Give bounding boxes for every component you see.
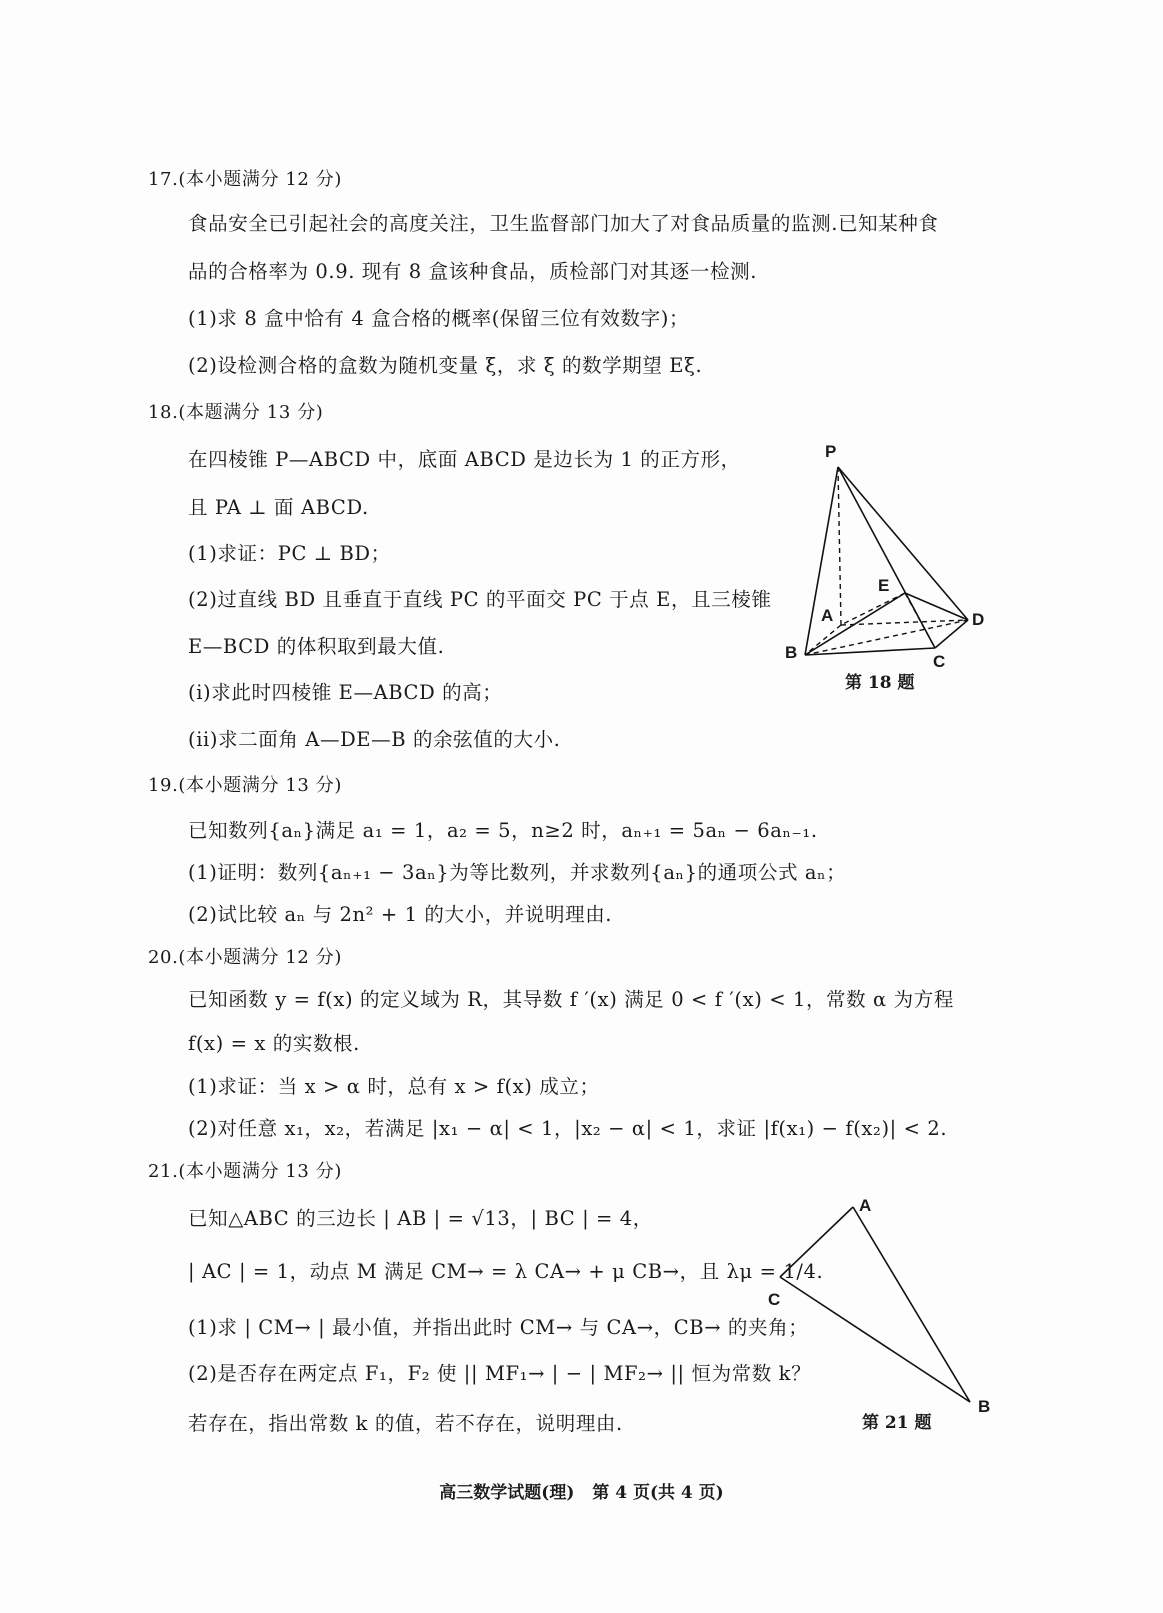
question-18-stem-line-1: 在四棱锥 P—ABCD 中，底面 ABCD 是边长为 1 的正方形， xyxy=(188,448,741,471)
figure-21-label-C: C xyxy=(768,1290,781,1309)
question-20-stem-line-2: f(x) = x 的实数根. xyxy=(188,1032,360,1055)
edge-PA xyxy=(838,467,841,625)
question-18-part-2-line-1: (2)过直线 BD 且垂直于直线 PC 的平面交 PC 于点 E，且三棱锥 xyxy=(188,588,772,611)
question-20-header: 20.(本小题满分 12 分) xyxy=(148,947,343,968)
question-18-part-1: (1)求证：PC ⊥ BD； xyxy=(188,542,391,565)
question-19-stem: 已知数列{aₙ}满足 a₁ = 1，a₂ = 5，n≥2 时，aₙ₊₁ = 5aₙ − 6aₙ₋₁. xyxy=(188,819,818,842)
question-21-part-2: (2)是否存在两定点 F₁，F₂ 使 || MF₁→ | − | MF₂→ || 恒为常数 k？ xyxy=(188,1362,812,1385)
page-footer xyxy=(0,1478,1163,1503)
question-17-part-2: (2)设检测合格的盒数为随机变量 ξ，求 ξ 的数学期望 Eξ. xyxy=(188,354,703,377)
figure-21-triangle xyxy=(770,1190,990,1410)
question-18-header: 18.(本题满分 13 分) xyxy=(148,402,324,423)
question-21-stem-line-2: | AC | = 1，动点 M 满足 CM→ = λ CA→ + μ CB→，且 λμ = 1/4. xyxy=(188,1260,824,1283)
question-21-part-1: (1)求 | CM→ | 最小值，并指出此时 CM→ 与 CA→，CB→ 的夹角； xyxy=(188,1316,809,1339)
question-20-part-1: (1)求证：当 x > α 时，总有 x > f(x) 成立； xyxy=(188,1075,600,1098)
question-19-header: 19.(本小题满分 13 分) xyxy=(148,775,343,796)
question-17-part-1: (1)求 8 盒中恰有 4 盒合格的概率(保留三位有效数字)； xyxy=(188,307,690,330)
question-20-part-2: (2)对任意 x₁，x₂，若满足 |x₁ − α| < 1，|x₂ − α| < 1，求证 |f(x₁) − f(x₂)| < 2. xyxy=(188,1117,948,1140)
figure-18-label-C: C xyxy=(933,652,946,671)
question-21-header: 21.(本小题满分 13 分) xyxy=(148,1161,343,1182)
edge-PB xyxy=(805,467,838,655)
question-17-header: 17.(本小题满分 12 分) xyxy=(148,169,343,190)
figure-21-caption: 第 21 题 xyxy=(862,1413,932,1433)
figure-18-label-A: A xyxy=(821,606,834,625)
footer-title: 高三数学试题(理) xyxy=(439,1483,575,1503)
figure-18-caption: 第 18 题 xyxy=(845,673,915,693)
question-21-stem-line-1: 已知△ABC 的三边长 | AB | = √13，| BC | = 4， xyxy=(188,1207,653,1230)
side-CA xyxy=(780,1207,853,1277)
figure-18-label-E: E xyxy=(878,576,890,595)
edge-CD xyxy=(935,620,968,648)
question-19-part-2: (2)试比较 aₙ 与 2n² + 1 的大小，并说明理由. xyxy=(188,903,613,926)
question-18-subpart-i: (i)求此时四棱锥 E—ABCD 的高； xyxy=(188,681,503,704)
edge-PD xyxy=(838,467,968,620)
figure-18-label-B: B xyxy=(785,643,798,662)
figure-18-label-D: D xyxy=(972,610,985,629)
question-18-part-2-line-2: E—BCD 的体积取到最大值. xyxy=(188,635,445,658)
question-17-stem-line-1: 食品安全已引起社会的高度关注，卫生监督部门加大了对食品质量的监测.已知某种食 xyxy=(188,212,939,235)
question-19-part-1: (1)证明：数列{aₙ₊₁ − 3aₙ}为等比数列，并求数列{aₙ}的通项公式 aₙ； xyxy=(188,861,847,884)
edge-EB xyxy=(805,593,905,655)
side-CB xyxy=(780,1277,970,1402)
question-20-stem-line-1: 已知函数 y = f(x) 的定义域为 R，其导数 f ′(x) 满足 0 < f ′(x) < 1，常数 α 为方程 xyxy=(188,988,954,1011)
edge-ED xyxy=(905,593,968,620)
footer-page-number: 第 4 页(共 4 页) xyxy=(592,1483,724,1503)
question-18-stem-line-2: 且 PA ⊥ 面 ABCD. xyxy=(188,496,369,519)
question-21-part-2-continued: 若存在，指出常数 k 的值，若不存在，说明理由. xyxy=(188,1412,623,1435)
question-18-subpart-ii: (ii)求二面角 A—DE—B 的余弦值的大小. xyxy=(188,728,561,751)
figure-21-label-B: B xyxy=(978,1397,991,1416)
question-17-stem-line-2: 品的合格率为 0.9. 现有 8 盒该种食品，质检部门对其逐一检测. xyxy=(188,260,758,283)
side-AB xyxy=(853,1207,970,1402)
figure-21-label-A: A xyxy=(859,1196,872,1215)
figure-18-label-P: P xyxy=(825,442,837,461)
edge-EA xyxy=(841,593,905,625)
figure-18-pyramid xyxy=(770,440,1010,700)
